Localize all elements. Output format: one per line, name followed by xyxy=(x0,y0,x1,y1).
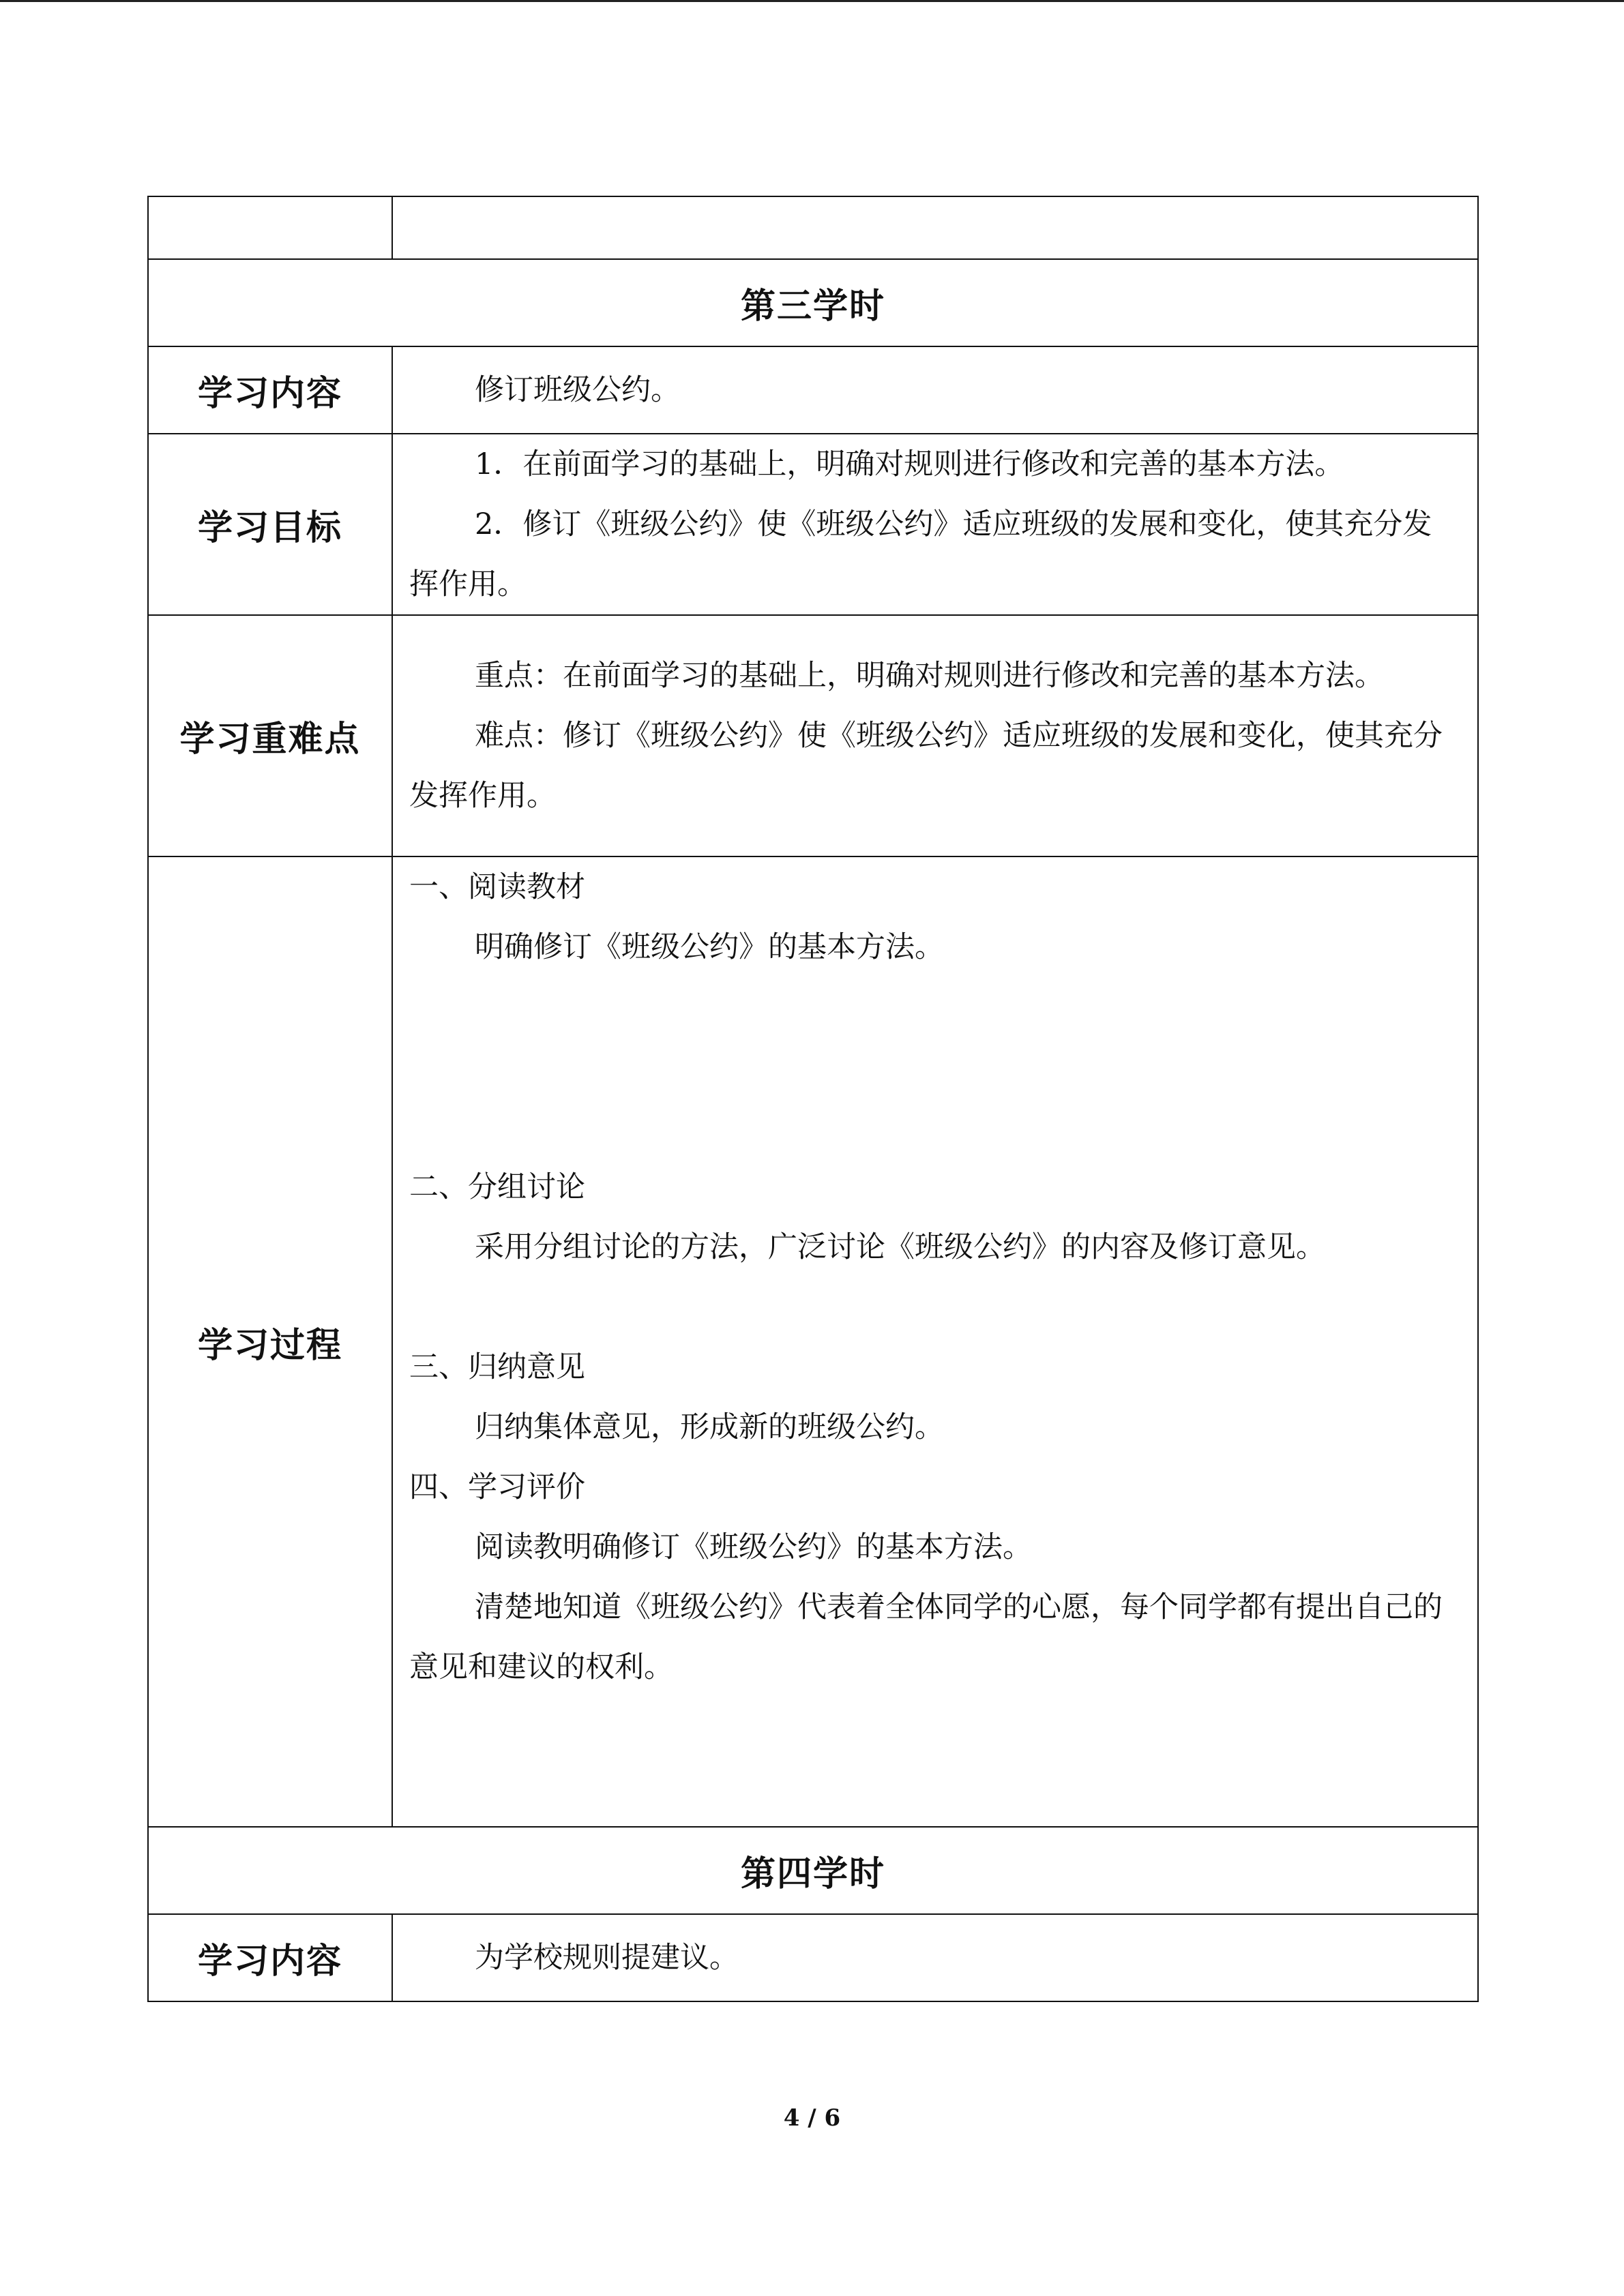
content-cell xyxy=(392,346,1478,434)
goal-item: 1．在前面学习的基础上，明确对规则进行修改和完善的基本方法。 xyxy=(475,447,1344,481)
process-step-text: 阅读教明确修订《班级公约》的基本方法。 xyxy=(475,1530,1032,1564)
section-title: 第三学时 xyxy=(148,259,1478,346)
content-text: 为学校规则提建议。 xyxy=(475,1941,739,1975)
empty-content-cell xyxy=(392,196,1478,259)
lesson-plan-table xyxy=(147,196,1479,2002)
content-row xyxy=(148,1914,1478,2001)
process-row xyxy=(148,856,1478,1827)
process-step-heading: 三、归纳意见 xyxy=(409,1350,585,1384)
process-step-heading: 二、分组讨论 xyxy=(409,1170,585,1204)
process-step-heading: 四、学习评价 xyxy=(409,1470,585,1504)
empty-label-cell xyxy=(148,196,392,259)
goals-label: 学习目标 xyxy=(148,434,392,615)
content-row xyxy=(148,346,1478,434)
spacer xyxy=(409,1277,1457,1337)
spacer xyxy=(409,1697,1457,1817)
goal-item: 2．修订《班级公约》使《班级公约》适应班级的发展和变化，使其充分发挥作用。 xyxy=(409,507,1432,601)
process-step-text: 清楚地知道《班级公约》代表着全体同学的心愿，每个同学都有提出自己的意见和建议的权利。 xyxy=(409,1590,1443,1684)
process-cell xyxy=(392,856,1478,1827)
process-step-text: 明确修订《班级公约》的基本方法。 xyxy=(475,930,944,964)
content-text: 修订班级公约。 xyxy=(475,373,680,407)
page-number: 4 / 6 xyxy=(783,2104,841,2132)
process-label: 学习过程 xyxy=(148,856,392,1827)
goals-cell xyxy=(392,434,1478,615)
keypoints-label: 学习重难点 xyxy=(148,615,392,856)
top-border-line xyxy=(0,0,1624,2)
process-step-heading: 一、阅读教材 xyxy=(409,870,585,904)
section-title: 第四学时 xyxy=(148,1827,1478,1914)
content-label: 学习内容 xyxy=(148,346,392,434)
process-step-text: 归纳集体意见，形成新的班级公约。 xyxy=(475,1410,944,1444)
keypoints-row xyxy=(148,615,1478,856)
empty-top-row xyxy=(148,196,1478,259)
keypoints-cell xyxy=(392,615,1478,856)
keypoint-item: 重点：在前面学习的基础上，明确对规则进行修改和完善的基本方法。 xyxy=(475,659,1384,693)
process-step-text: 采用分组讨论的方法，广泛讨论《班级公约》的内容及修订意见。 xyxy=(475,1230,1325,1264)
spacer xyxy=(409,977,1457,1157)
section-header-row xyxy=(148,1827,1478,1914)
section-header-row xyxy=(148,259,1478,346)
goals-row xyxy=(148,434,1478,615)
content-label: 学习内容 xyxy=(148,1914,392,2001)
content-cell xyxy=(392,1914,1478,2001)
keypoint-item: 难点：修订《班级公约》使《班级公约》适应班级的发展和变化，使其充分发挥作用。 xyxy=(409,719,1443,813)
